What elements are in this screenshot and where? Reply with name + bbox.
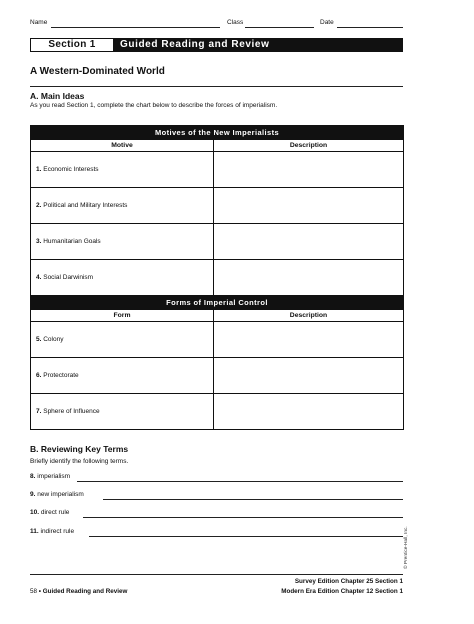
answer-line[interactable]	[83, 517, 403, 518]
survey-edition-line: Survey Edition Chapter 25 Section 1	[294, 578, 403, 585]
description-cell[interactable]	[214, 322, 404, 358]
answer-line[interactable]	[77, 481, 403, 482]
row-label: Colony	[43, 336, 64, 343]
term-number: 8.	[30, 473, 36, 480]
motive-cell	[31, 224, 214, 260]
table-row	[31, 188, 404, 224]
table-row	[31, 260, 404, 296]
row-number: 2.	[36, 202, 42, 209]
motive-cell	[31, 188, 214, 224]
description-cell[interactable]	[214, 188, 404, 224]
term-number: 10.	[30, 509, 40, 516]
description-column-header: Description	[214, 140, 404, 152]
row-number: 4.	[36, 274, 42, 281]
row-label: Protectorate	[43, 372, 79, 379]
form-cell	[31, 394, 214, 430]
row-number: 3.	[36, 238, 42, 245]
motive-column-header: Motive	[31, 140, 214, 152]
table-row	[31, 152, 404, 188]
name-label: Name	[30, 19, 48, 26]
row-label: Political and Military Interests	[43, 202, 128, 209]
row-label: Economic Interests	[43, 166, 99, 173]
date-line[interactable]	[337, 27, 403, 28]
motive-cell	[31, 260, 214, 296]
name-line[interactable]	[51, 27, 220, 28]
motive-cell	[31, 152, 214, 188]
row-number: 1.	[36, 166, 42, 173]
description-column-header: Description	[214, 310, 404, 322]
description-cell[interactable]	[214, 394, 404, 430]
row-number: 5.	[36, 336, 42, 343]
row-number: 6.	[36, 372, 42, 379]
description-cell[interactable]	[214, 358, 404, 394]
class-label: Class	[227, 19, 244, 26]
part-a-heading: A. Main Ideas	[30, 91, 85, 101]
forms-table	[30, 295, 404, 430]
bullet: •	[38, 588, 41, 595]
row-label: Humanitarian Goals	[43, 238, 101, 245]
term-label: imperialism	[37, 473, 71, 480]
form-cell	[31, 322, 214, 358]
row-label: Sphere of Influence	[43, 408, 100, 415]
section-number: Section 1	[30, 38, 114, 52]
term-item	[30, 528, 74, 535]
description-cell[interactable]	[214, 224, 404, 260]
term-item	[30, 509, 69, 516]
page-title: A Western-Dominated World	[30, 66, 165, 77]
term-number: 11.	[30, 528, 39, 535]
footer-left	[30, 588, 127, 595]
table-row	[31, 394, 404, 430]
modern-edition-line: Modern Era Edition Chapter 12 Section 1	[281, 588, 403, 595]
row-number: 7.	[36, 408, 42, 415]
answer-line[interactable]	[89, 536, 403, 537]
term-label: indirect rule	[40, 528, 75, 535]
part-b-instructions: Briefly identify the following terms.	[30, 458, 129, 465]
section-title: Guided Reading and Review	[120, 39, 270, 50]
book-title: Guided Reading and Review	[42, 588, 128, 595]
class-line[interactable]	[245, 27, 314, 28]
table-row	[31, 358, 404, 394]
term-label: direct rule	[40, 509, 70, 516]
title-rule	[30, 86, 403, 87]
row-label: Social Darwinism	[43, 274, 94, 281]
description-cell[interactable]	[214, 260, 404, 296]
footer-rule	[30, 574, 403, 575]
motives-table	[30, 125, 404, 296]
forms-caption: Forms of Imperial Control	[31, 296, 404, 310]
part-a-instructions: As you read Section 1, complete the chart below to describe the forces of imperialism.	[30, 102, 278, 109]
copyright-note: © Prentice-Hall, Inc.	[404, 526, 409, 569]
motives-caption: Motives of the New Imperialists	[31, 126, 404, 140]
description-cell[interactable]	[214, 152, 404, 188]
page-number: 58	[30, 588, 38, 595]
term-item	[30, 491, 84, 498]
term-item	[30, 473, 70, 480]
part-b-heading: B. Reviewing Key Terms	[30, 444, 129, 454]
date-label: Date	[320, 19, 334, 26]
answer-line[interactable]	[103, 499, 403, 500]
form-column-header: Form	[31, 310, 214, 322]
form-cell	[31, 358, 214, 394]
term-label: new imperialism	[37, 491, 84, 498]
table-row	[31, 224, 404, 260]
term-number: 9.	[30, 491, 36, 498]
table-row	[31, 322, 404, 358]
